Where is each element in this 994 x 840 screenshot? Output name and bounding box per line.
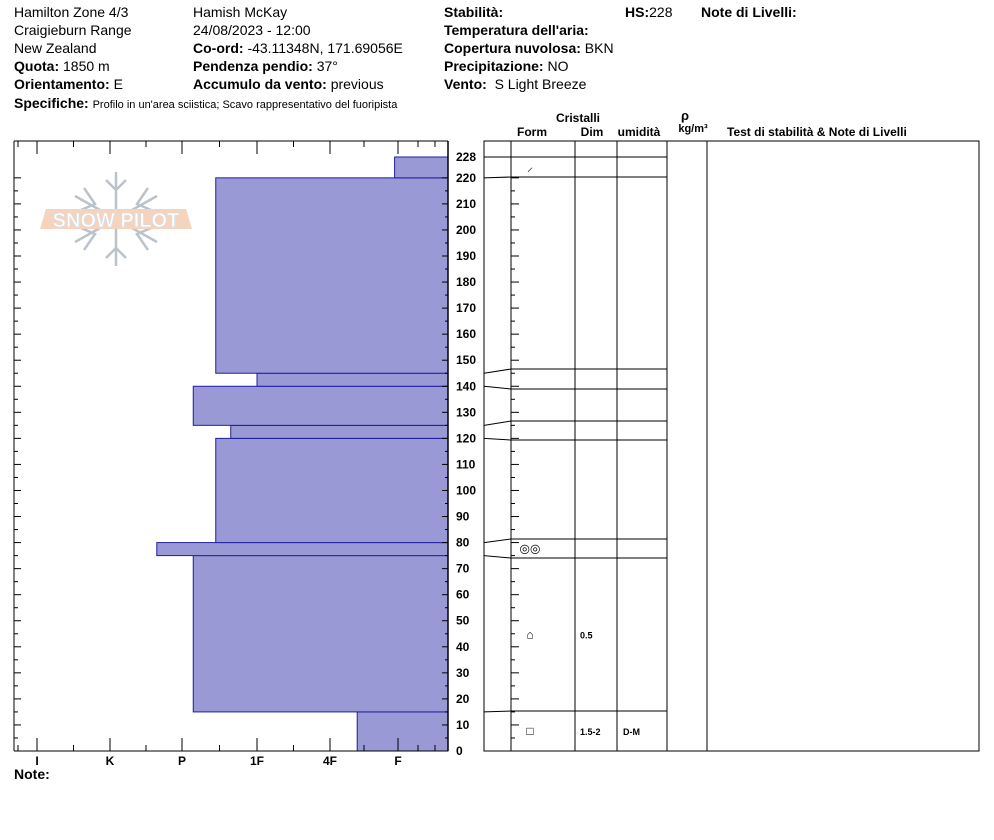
layer-connector-1: [484, 556, 511, 558]
hardness-tick-label-3: 1F: [249, 754, 265, 768]
height-tick-label-20: 200: [456, 222, 477, 237]
sky-label: Copertura nuvolosa:: [444, 40, 581, 56]
range-text: Craigieburn Range: [14, 22, 132, 38]
location-text: Hamilton Zone 4/3: [14, 4, 129, 20]
hardness-bar-8: [395, 157, 448, 178]
height-tick-label-21: 210: [456, 196, 477, 211]
country-text: New Zealand: [14, 40, 97, 56]
notes-label: Note:: [14, 766, 50, 782]
height-tick-label-9: 90: [456, 509, 470, 524]
height-tick-label-22: 220: [456, 170, 477, 185]
moisture-header: umidità: [617, 125, 661, 139]
hardness-tick-label-2: P: [177, 754, 187, 768]
layer-connector-0: [484, 711, 511, 712]
layer-form-1: ⌂: [526, 627, 534, 642]
hs-label: HS:: [625, 4, 650, 20]
form-column-ticks: [511, 178, 519, 751]
layer-connector-6: [484, 369, 511, 373]
height-tick-label-1: 10: [456, 717, 470, 732]
size-header: Dim: [580, 125, 604, 139]
layer-size-0: 1.5-2: [580, 727, 601, 737]
air-temp-label: Temperatura dell'aria:: [444, 22, 589, 38]
hardness-bars: [157, 157, 448, 751]
hardness-bar-6: [257, 373, 448, 386]
layer-form-0: □: [526, 724, 534, 738]
density-symbol: ρ: [680, 108, 690, 123]
density-unit: kg/m³: [678, 123, 708, 135]
hardness-bar-3: [216, 438, 448, 542]
height-tick-label-11: 110: [456, 457, 476, 472]
height-tick-label-18: 180: [456, 275, 477, 290]
height-tick-label-14: 140: [456, 379, 477, 394]
layer-connector-3: [484, 438, 511, 440]
height-tick-label-12: 120: [456, 431, 477, 446]
specifics-value: Profilo in un'area sciistica; Scavo rappresentativo del fuoripista: [92, 99, 398, 111]
layer-connector-7: [484, 177, 511, 178]
specifics-label: Specifiche:: [14, 95, 89, 111]
height-tick-label-10: 100: [456, 483, 477, 498]
wind-label: Vento:: [444, 76, 487, 92]
layer-form-8: ⸝: [526, 160, 534, 174]
elevation-label: Quota:: [14, 58, 60, 74]
height-tick-label-0: 0: [456, 744, 463, 758]
height-tick-label-23: 228: [456, 150, 477, 164]
snowpilot-logo: [40, 172, 192, 266]
stability-label: Stabilità:: [444, 4, 504, 20]
layer-notes-label: Note di Livelli:: [701, 4, 797, 20]
height-tick-label-6: 60: [456, 587, 470, 602]
height-tick-label-8: 80: [456, 535, 470, 550]
hardness-tick-label-5: F: [394, 754, 402, 768]
layer-size-1: 0.5: [580, 630, 593, 641]
wind-loading-label: Accumulo da vento:: [193, 76, 327, 92]
hardness-bar-1: [193, 556, 448, 712]
hardness-bar-0: [357, 712, 448, 751]
height-tick-label-19: 190: [456, 249, 477, 263]
wind-loading-value: previous: [330, 76, 384, 92]
hardness-bar-7: [216, 178, 448, 373]
precip-value: NO: [547, 58, 569, 74]
coord-label: Co-ord:: [193, 40, 244, 56]
hardness-bar-2: [157, 543, 448, 556]
observer-text: Hamish McKay: [193, 4, 288, 20]
layer-connector-4: [484, 421, 511, 425]
layer-connector-2: [484, 539, 511, 543]
hardness-bar-4: [231, 425, 448, 438]
crystals-header: Cristalli: [555, 111, 600, 125]
height-tick-label-3: 30: [456, 665, 470, 680]
height-tick-label-17: 170: [456, 301, 477, 316]
tests-header: Test di stabilità & Note di Livelli: [727, 125, 907, 139]
hardness-tick-label-0: I: [35, 754, 39, 768]
wind-value: S Light Breeze: [494, 76, 587, 92]
hardness-bar-5: [193, 386, 448, 425]
precip-label: Precipitazione:: [444, 58, 544, 74]
slope-label: Pendenza pendio:: [193, 58, 313, 74]
height-tick-label-4: 40: [456, 639, 470, 654]
coord-value: -43.11348N, 171.69056E: [247, 40, 403, 56]
aspect-value: E: [113, 76, 123, 92]
slope-value: 37°: [316, 58, 338, 74]
height-tick-label-13: 130: [456, 405, 477, 420]
layer-form-2: ◎◎: [519, 541, 541, 556]
height-tick-label-2: 20: [456, 691, 470, 706]
hs-value: 228: [649, 4, 673, 20]
layer-connector-5: [484, 386, 511, 389]
height-tick-label-15: 150: [456, 353, 477, 368]
form-header: Form: [517, 125, 547, 139]
height-tick-label-7: 70: [456, 561, 470, 576]
hardness-tick-label-4: 4F: [322, 754, 338, 768]
height-tick-label-5: 50: [456, 613, 470, 628]
height-tick-label-16: 160: [456, 327, 477, 342]
layer-moisture-0: D-M: [623, 727, 640, 737]
datetime-text: 24/08/2023 - 12:00: [193, 22, 311, 38]
elevation-value: 1850 m: [63, 58, 110, 74]
layer-table-frame: [484, 141, 979, 751]
sky-value: BKN: [584, 40, 614, 56]
logo-text: SNOW PILOT: [52, 210, 180, 232]
hardness-tick-label-1: K: [105, 754, 115, 768]
aspect-label: Orientamento:: [14, 76, 110, 92]
